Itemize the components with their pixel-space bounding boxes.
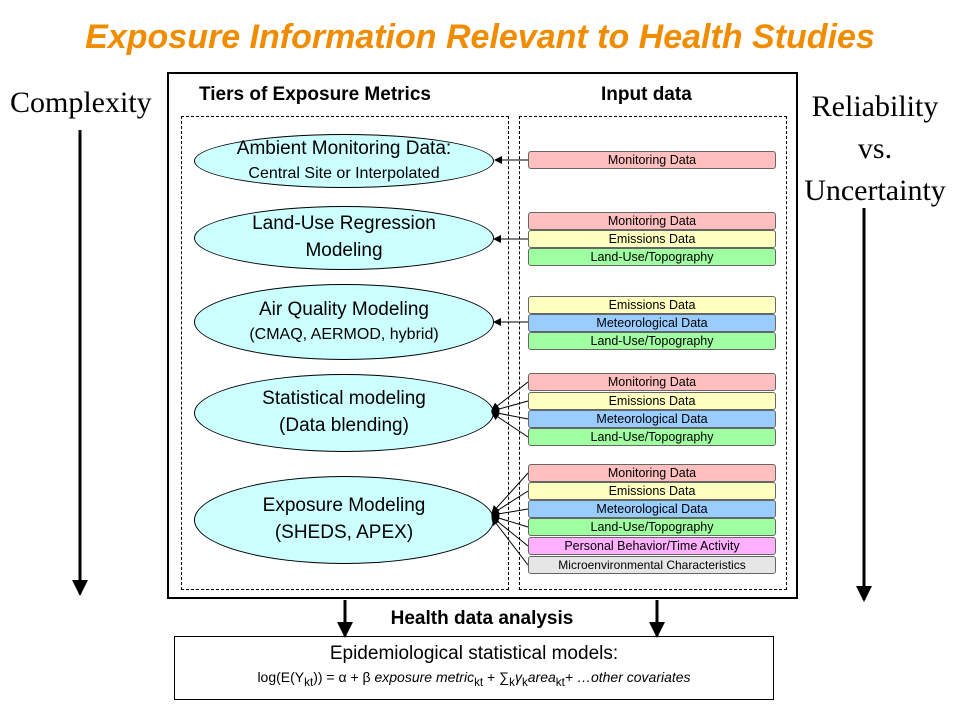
tier-subtitle: (SHEDS, APEX) — [274, 522, 414, 543]
page-title: Exposure Information Relevant to Health Studies — [85, 18, 875, 56]
input-land-use-topography: Land-Use/Topography — [528, 518, 776, 536]
input-monitoring-data: Monitoring Data — [528, 212, 776, 230]
input-meteorological-data: Meteorological Data — [528, 410, 776, 428]
input-land-use-topography: Land-Use/Topography — [528, 248, 776, 266]
tier-title: Ambient Monitoring Data: — [236, 138, 452, 159]
uncertainty-line: Uncertainty — [804, 174, 946, 207]
tier-title: Land-Use Regression — [252, 213, 436, 234]
input-personal-behavior: Personal Behavior/Time Activity — [528, 537, 776, 555]
input-monitoring-data: Monitoring Data — [528, 373, 776, 391]
input-arrow — [492, 473, 528, 513]
reliability-line: Reliability — [811, 90, 939, 123]
epi-formula: $\log(E(Y_{kt})) = \alpha + \beta$ exposure metric$_{kt}$ + $\sum_k\gamma_karea_{kt}+$ …other covariates — [257, 669, 691, 689]
input-arrow — [492, 509, 528, 515]
complexity-label: Complexity — [10, 86, 152, 119]
tier-subtitle: (Data blending) — [279, 415, 409, 436]
input-emissions-data: Emissions Data — [528, 230, 776, 248]
input-arrow — [492, 413, 528, 437]
tier-subtitle: Modeling — [305, 240, 383, 261]
input-monitoring-data: Monitoring Data — [528, 151, 776, 169]
input-land-use-topography: Land-Use/Topography — [528, 428, 776, 446]
input-emissions-data: Emissions Data — [528, 482, 776, 500]
input-microenvironmental: Microenvironmental Characteristics — [528, 556, 776, 574]
input-land-use-topography: Land-Use/Topography — [528, 332, 776, 350]
tier-title: Air Quality Modeling — [258, 299, 430, 320]
input-monitoring-data: Monitoring Data — [528, 464, 776, 482]
input-arrow — [492, 412, 528, 419]
tiers-header: Tiers of Exposure Metrics — [199, 84, 431, 105]
input-arrow — [492, 491, 528, 514]
tier-subtitle: Central Site or Interpolated — [248, 165, 440, 182]
vs-line: vs. — [857, 132, 893, 165]
tier-subtitle: (CMAQ, AERMOD, hybrid) — [249, 326, 439, 343]
epi-heading: Epidemiological statistical models: — [329, 643, 619, 664]
tier-title: Statistical modeling — [262, 388, 426, 409]
inputs-header: Input data — [601, 84, 692, 105]
tier-title: Exposure Modeling — [262, 495, 426, 516]
input-emissions-data: Emissions Data — [528, 392, 776, 410]
input-emissions-data: Emissions Data — [528, 296, 776, 314]
health-data-analysis-label: Health data analysis — [390, 608, 574, 629]
input-meteorological-data: Meteorological Data — [528, 500, 776, 518]
input-meteorological-data: Meteorological Data — [528, 314, 776, 332]
